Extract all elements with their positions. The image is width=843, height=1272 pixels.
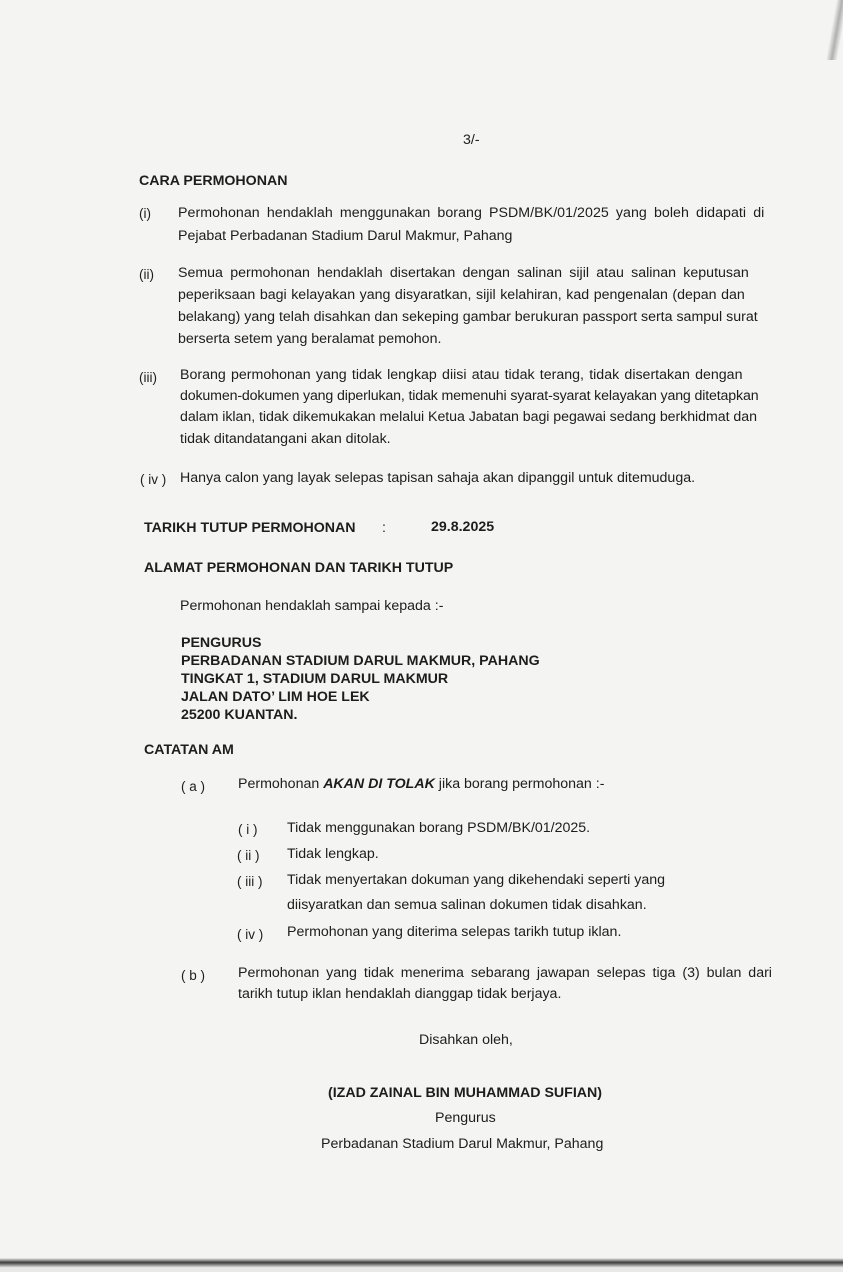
note-a-post: jika borang permohonan :-	[434, 776, 605, 792]
note-a-text	[238, 774, 604, 795]
note-a-emphasis: AKAN DI TOLAK	[323, 776, 435, 792]
section-heading-catatan: CATATAN AM	[144, 742, 234, 758]
subnote-text-cont: diisyaratkan dan semua salinan dokumen tidak disahkan.	[287, 897, 647, 913]
note-a-pre: Permohonan	[238, 776, 324, 792]
note-number: ( a )	[181, 779, 206, 794]
subnote-number: ( ii )	[237, 848, 260, 863]
subnote-number: ( i )	[238, 822, 258, 837]
item-text-line: dalam iklan, tidak dikemukakan melalui Ketua Jabatan bagi pegawai sedang berkhidmat dan	[180, 409, 757, 425]
subnote-number: ( iv )	[237, 927, 264, 942]
address-intro: Permohonan hendaklah sampai kepada :-	[180, 598, 444, 614]
note-number: ( b )	[181, 968, 206, 983]
address-line: PERBADANAN STADIUM DARUL MAKMUR, PAHANG	[181, 653, 540, 669]
item-text-line: dokumen-dokumen yang diperlukan, tidak memenuhi syarat-syarat kelayakan yang ditetapkan	[180, 388, 759, 404]
scan-edge-bottom-margin	[0, 1268, 843, 1272]
subnote-number: ( iii )	[237, 874, 263, 889]
address-line: JALAN DATO’ LIM HOE LEK	[181, 689, 370, 705]
page-number: 3/-	[463, 132, 480, 148]
signatory-title: Pengurus	[435, 1110, 496, 1126]
scan-edge-bottom	[0, 1258, 843, 1268]
subnote-text: Tidak lengkap.	[287, 846, 379, 862]
item-text-line: tidak ditandatangani akan ditolak.	[180, 431, 391, 447]
item-text-line: Semua permohonan hendaklah disertakan dengan salinan sijil atau salinan keputusan	[178, 265, 749, 281]
verified-by: Disahkan oleh,	[419, 1032, 513, 1048]
section-heading-cara: CARA PERMOHONAN	[139, 173, 288, 189]
item-number: (i)	[139, 206, 151, 221]
item-text-line: Permohonan hendaklah menggunakan borang PSDM/BK/01/2025 yang boleh didapati di	[178, 205, 765, 221]
address-line: TINGKAT 1, STADIUM DARUL MAKMUR	[181, 671, 449, 687]
address-line: PENGURUS	[181, 635, 262, 651]
item-text-line: Hanya calon yang layak selepas tapisan sahaja akan dipanggil untuk ditemuduga.	[180, 470, 696, 486]
signatory-organization: Perbadanan Stadium Darul Makmur, Pahang	[321, 1136, 604, 1152]
item-text-line: belakang) yang telah disahkan dan sekeping gambar berukuran passport serta sampul surat	[178, 309, 758, 325]
closing-date-separator: :	[382, 520, 386, 536]
scan-edge-shadow	[825, 0, 843, 60]
item-text-line: peperiksaan bagi kelayakan yang disyaratkan, sijil kelahiran, kad pengenalan (depan dan	[178, 287, 745, 303]
subnote-text: Tidak menggunakan borang PSDM/BK/01/2025.	[287, 820, 591, 836]
subnote-text: Permohonan yang diterima selepas tarikh tutup iklan.	[287, 924, 622, 940]
subnote-text: Tidak menyertakan dokuman yang dikehendaki seperti yang	[287, 872, 666, 888]
item-text-line: berserta setem yang beralamat pemohon.	[178, 331, 442, 347]
note-b-line: Permohonan yang tidak menerima sebarang jawapan selepas tiga (3) bulan dari	[238, 965, 772, 981]
address-line: 25200 KUANTAN.	[181, 707, 298, 723]
item-number: (ii)	[139, 267, 154, 282]
item-text-line: Pejabat Perbadanan Stadium Darul Makmur, Pahang	[178, 228, 513, 244]
note-b-line: tarikh tutup iklan hendaklah dianggap tidak berjaya.	[238, 986, 562, 1002]
section-heading-alamat: ALAMAT PERMOHONAN DAN TARIKH TUTUP	[144, 560, 454, 576]
signatory-name: (IZAD ZAINAL BIN MUHAMMAD SUFIAN)	[328, 1085, 602, 1101]
item-text-line: Borang permohonan yang tidak lengkap diisi atau tidak terang, tidak disertakan dengan	[180, 367, 743, 383]
item-number: (iii)	[139, 370, 157, 385]
item-number: ( iv )	[140, 472, 167, 487]
closing-date-label: TARIKH TUTUP PERMOHONAN	[144, 520, 356, 536]
closing-date-value: 29.8.2025	[431, 519, 495, 535]
